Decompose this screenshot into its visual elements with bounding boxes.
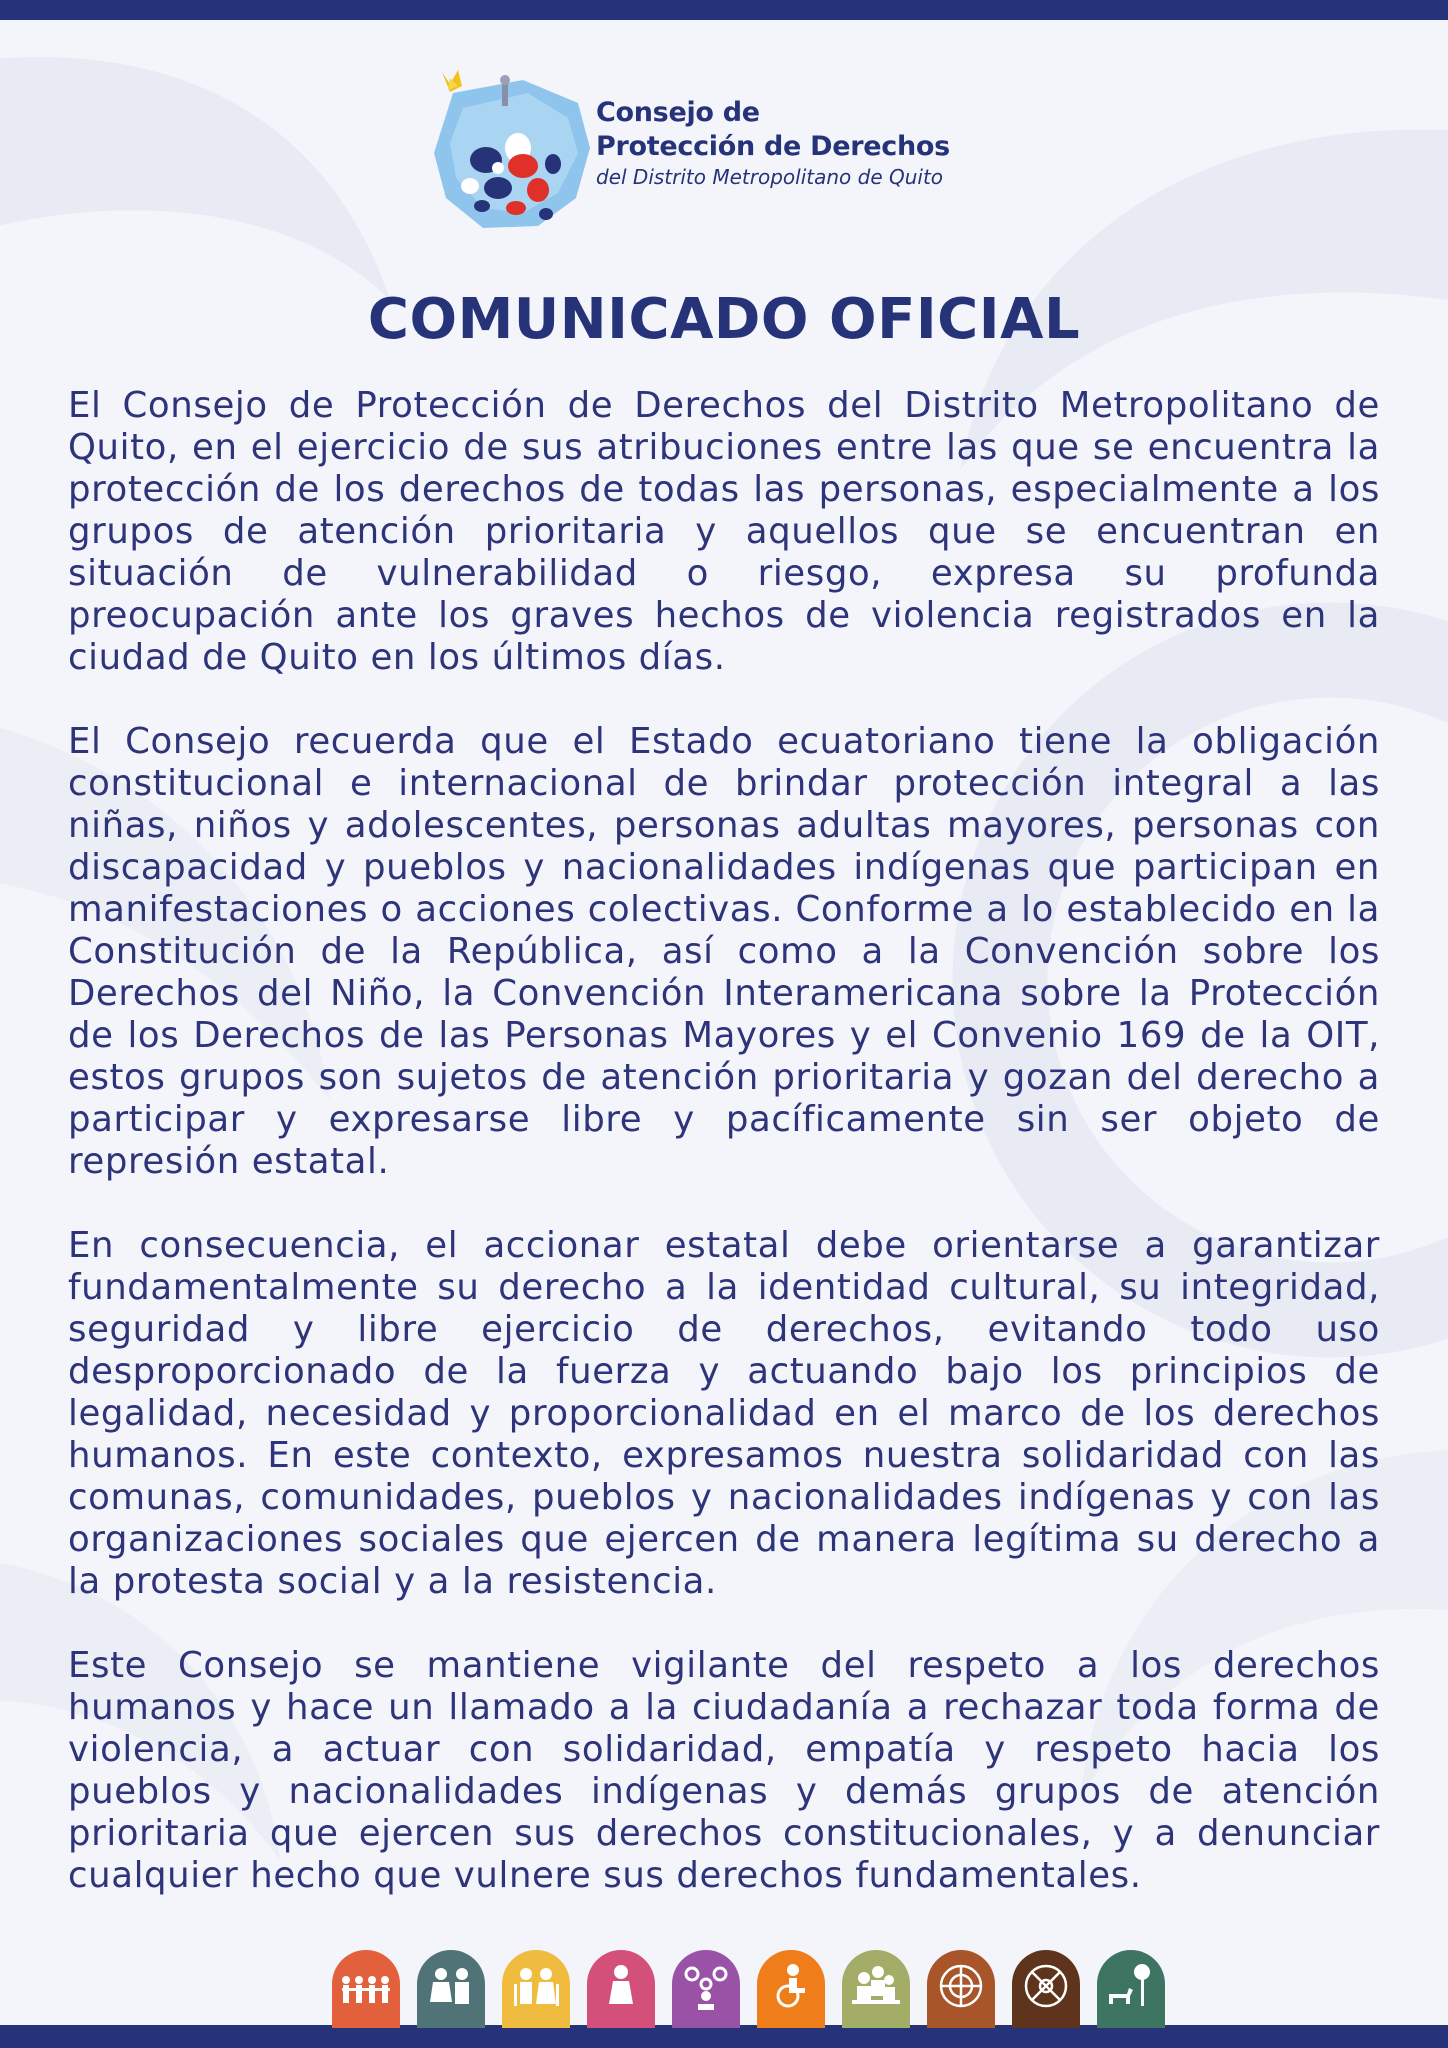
top-border-bar [0,0,1448,20]
wheelchair-icon [757,1950,825,2028]
paragraph-3: En consecuencia, el accionar estatal debe orientarse a garantizar fundamentalmente su derecho a la identidad cultural, su integridad, seguridad y libre ejercicio de derechos, evitando todo uso desproporcionado de la fuerza y actuando bajo los principios de legalidad, necesidad y proporcionalidad en el marco de los derechos humanos. En este contexto, expresamos nuestra solidaridad con las comunas, comunidades, pueblos y nacionalidades indígenas y con las organizaciones sociales que ejercen de manera legítima su derecho a la protesta social y a la resistencia. [68,1225,1380,1602]
document-body [68,385,1380,1939]
afro-emblem-icon [1012,1950,1080,2028]
family-icon [842,1950,910,2028]
paragraph-4: Este Consejo se mantiene vigilante del respeto a los derechos humanos y hace un llamado a la ciudadanía a rechazar toda forma de violencia, a actuar con solidaridad, empatía y respeto hacia los pueblos y nacionalidades indígenas y demás grupos de atención prioritaria que ejercen sus derechos constitucionales, y a denunciar cualquier hecho que vulnere sus derechos fundamentales. [68,1645,1380,1896]
children-group-icon [332,1950,400,2028]
woman-icon [587,1950,655,2028]
org-name-line2: Protección de Derechos [596,131,950,162]
page-title: COMUNICADO OFICIAL [367,287,1081,352]
bottom-border-bar [0,2025,1448,2048]
elderly-couple-icon [502,1950,570,2028]
org-name-line1: Consejo de [596,97,760,128]
org-name-line3: del Distrito Metropolitano de Quito [596,165,944,189]
paragraph-2: El Consejo recuerda que el Estado ecuatoriano tiene la obligación constitucional e internacional de brindar protección integral a las niñas, niños y adolescentes, personas adultas mayores, personas con discapacidad y pueblos y nacionalidades indígenas que participan en manifestaciones o acciones colectivas. Conforme a lo establecido en la Constitución de la República, así como a la Convención sobre los Derechos del Niño, la Convención Interamericana sobre la Protección de los Derechos de las Personas Mayores y el Convenio 169 de la OIT, estos grupos son sujetos de atención prioritaria y gozan del derecho a participar y expresarse libre y pacíficamente sin ser objeto de represión estatal. [68,721,1380,1182]
couple-icon [417,1950,485,2028]
organization-emblem-icon [428,68,598,238]
paragraph-1: El Consejo de Protección de Derechos del Distrito Metropolitano de Quito, en el ejercicio de sus atribuciones entre las que se encuentra la protección de los derechos de todas las personas, especialmente a los grupos de atención prioritaria y aquellos que se encuentran en situación de vulnerabilidad o riesgo, expresa su profunda preocupación ante los graves hechos de violencia registrados en la ciudad de Quito en los últimos días. [68,385,1380,678]
gender-diversity-icon [672,1950,740,2028]
indigenous-emblem-icon [927,1950,995,2028]
priority-groups-icon-row [332,1950,1162,2028]
nature-animal-icon [1097,1950,1165,2028]
organization-logo [428,68,1028,238]
